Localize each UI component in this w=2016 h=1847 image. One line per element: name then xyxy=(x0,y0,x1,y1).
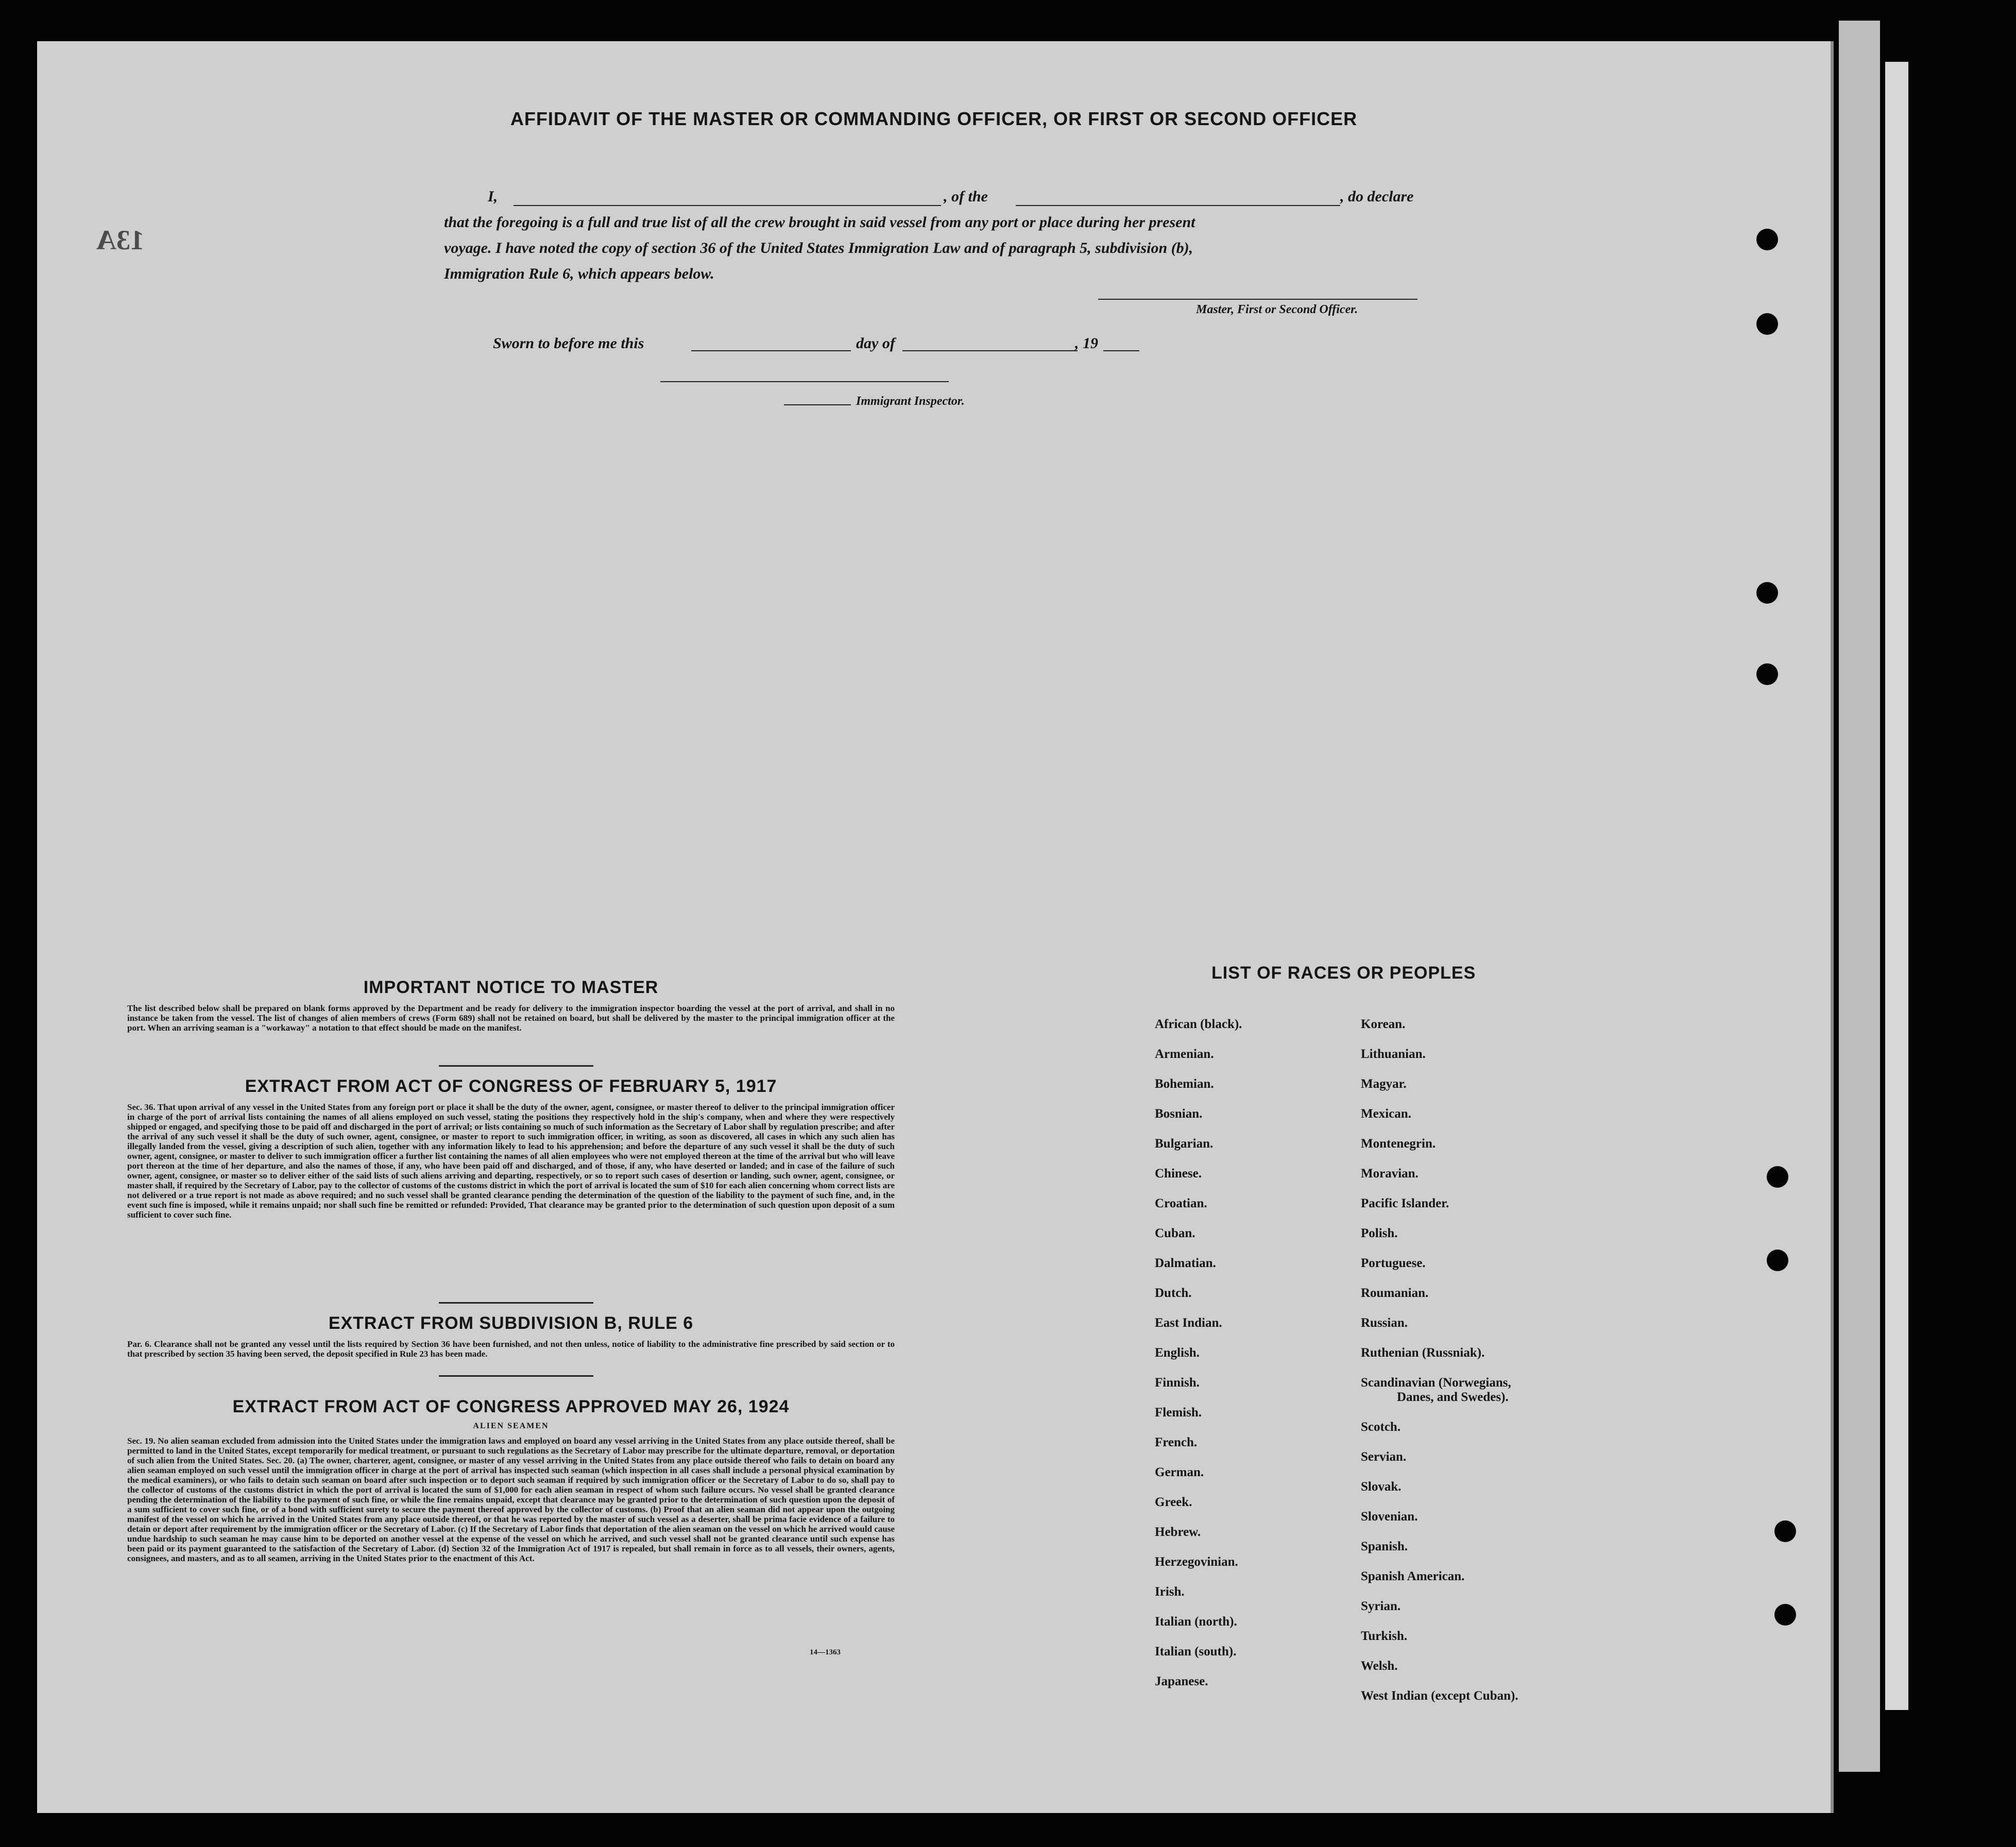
race-item: Scotch. xyxy=(1361,1420,1401,1434)
race-item: English. xyxy=(1155,1346,1200,1360)
race-item: Korean. xyxy=(1361,1017,1406,1031)
race-item: French. xyxy=(1155,1435,1198,1449)
binder-hole xyxy=(1767,1250,1788,1271)
affidavit-line-1: that the foregoing is a full and true list of all the crew brought in said vessel from any port or place during her present xyxy=(444,214,1195,231)
race-item: Irish. xyxy=(1155,1585,1185,1599)
extract-1924-text: Sec. 19. No alien seaman excluded from admission into the United States under the immigration laws and employed on board any vessel arriving in the United States from any place outside thereof, shall be permitted to land in the United States, except temporarily for medical treatment, or pursuant to such regulations as the Secretary of Labor may prescribe for the ultimate departure, removal, or deportation of such alien from the United States. Sec. 20. (a) The owner, charterer, agent, consignee, or master of any vessel arriving in the United States from any place outside thereof who fails to detain on board any alien seaman employed on such vessel until the immigration officer in charge at the port of arrival has inspected such seaman (which inspection in all cases shall include a personal physical examination by the medical examiners), or who fails to detain such seaman on board after such inspection or to deport such seaman if required by such immigration officer or the Secretary of Labor to do so, shall pay to the collector of customs of the customs district in which the port of arrival is located the sum of $1,000 for each alien seaman in respect of whom such failure occurs. No vessel shall be granted clearance pending the determination of the liability to the payment of such fine, or while the fine remains unpaid, except that clearance may be granted prior to the determination of such question upon the deposit of a sum sufficient to cover such fine, or of a bond with sufficient surety to secure the payment thereof approved by the collector of customs. (b) Proof that an alien seaman did not appear upon the outgoing manifest of the vessel on which he arrived in the United States from any place outside thereof, or that he was reported by the master of such vessel as a deserter, shall be prima facie evidence of a failure to detain or deport after requirement by the immigration officer or the Secretary of Labor. (c) If the Secretary of Labor finds that deportation of the alien seaman on the vessel on which he arrived would cause undue hardship to such seaman he may cause him to be deported on another vessel at the expense of the vessel on which he arrived, and such vessel shall not be granted clearance until such expense has been paid or its payment guaranteed to the satisfaction of the Secretary of Labor. (d) Section 32 of the Immigration Act of 1917 is repealed, but shall remain in force as to all vessels, their owners, agents, consignees, and masters, and as to all seamen, arriving in the United States prior to the enactment of this Act. xyxy=(127,1436,895,1563)
race-item: Mexican. xyxy=(1361,1107,1411,1121)
race-item: Spanish. xyxy=(1361,1540,1408,1553)
signature-line[interactable] xyxy=(1098,299,1417,300)
binder-hole xyxy=(1774,1520,1796,1542)
manifest-back-page xyxy=(37,41,1834,1813)
affidavit-title: AFFIDAVIT OF THE MASTER OR COMMANDING OFFICER, OR FIRST OR SECOND OFFICER xyxy=(510,108,1358,129)
race-item: Slovak. xyxy=(1361,1480,1402,1494)
race-item: Bohemian. xyxy=(1155,1077,1214,1091)
binder-hole xyxy=(1774,1604,1796,1626)
inspector-line[interactable] xyxy=(660,381,949,382)
divider xyxy=(439,1375,593,1377)
race-item: Dalmatian. xyxy=(1155,1256,1216,1270)
binder-hole xyxy=(1767,1166,1788,1188)
extract-rule6-title: EXTRACT FROM SUBDIVISION B, RULE 6 xyxy=(328,1313,694,1333)
page-edge xyxy=(1839,21,1880,1772)
race-item: West Indian (except Cuban). xyxy=(1361,1689,1518,1703)
race-item: Italian (south). xyxy=(1155,1645,1237,1658)
race-item: Italian (north). xyxy=(1155,1615,1237,1629)
race-item: Pacific Islander. xyxy=(1361,1196,1449,1210)
race-item: Greek. xyxy=(1155,1495,1192,1509)
race-item: Lithuanian. xyxy=(1361,1047,1426,1061)
signature-label: Master, First or Second Officer. xyxy=(1196,303,1358,316)
race-item: Finnish. xyxy=(1155,1376,1200,1390)
race-item: Dutch. xyxy=(1155,1286,1192,1300)
race-item: Herzegovinian. xyxy=(1155,1555,1238,1569)
race-item: Danes, and Swedes). xyxy=(1397,1390,1509,1404)
i-label: I, xyxy=(488,188,498,205)
extract-rule6-text: Par. 6. Clearance shall not be granted any vessel until the lists required by Section 36 have been furnished, and not then unless, notice of liability to the administrative fine prescribed by said section or to that prescribed by section 35 having been served, the deposit specified in Rule 23 has been made. xyxy=(127,1339,895,1359)
race-item: Spanish American. xyxy=(1361,1569,1465,1583)
race-item: Armenian. xyxy=(1155,1047,1214,1061)
binder-hole xyxy=(1756,313,1778,335)
sworn-day-blank[interactable] xyxy=(691,350,851,351)
inspector-dot-line xyxy=(784,404,851,405)
race-item: Bulgarian. xyxy=(1155,1137,1214,1151)
year-label: , 19 xyxy=(1075,335,1098,352)
race-item: Flemish. xyxy=(1155,1406,1202,1420)
race-item: Bosnian. xyxy=(1155,1107,1203,1121)
inspector-label: Immigrant Inspector. xyxy=(856,395,965,408)
do-declare-label: , do declare xyxy=(1340,188,1414,205)
race-item: Roumanian. xyxy=(1361,1286,1429,1300)
day-of-label: day of xyxy=(856,335,895,352)
form-number: 14—1363 xyxy=(810,1648,841,1656)
vessel-blank[interactable] xyxy=(1016,205,1340,206)
race-item: Japanese. xyxy=(1155,1674,1208,1688)
race-item: Slovenian. xyxy=(1361,1510,1418,1524)
race-item: Syrian. xyxy=(1361,1599,1401,1613)
of-the-label: , of the xyxy=(944,188,988,205)
race-item: German. xyxy=(1155,1465,1204,1479)
race-item: East Indian. xyxy=(1155,1316,1222,1330)
race-item: Portuguese. xyxy=(1361,1256,1426,1270)
extract-1917-title: EXTRACT FROM ACT OF CONGRESS OF FEBRUARY 5, 1917 xyxy=(245,1076,777,1096)
extract-1917-text: Sec. 36. That upon arrival of any vessel in the United States from any foreign port or place it shall be the duty of the owner, agent, consignee, or master thereof to deliver to the principal immigration officer in charge of the port of arrival lists containing the names of all aliens employed on such vessel, stating the positions they respectively hold in the ship's company, when and where they were respectively shipped or engaged, and specifying those to be paid off and discharged in the port of arrival; or lists containing so much of such information as the Secretary of Labor shall by regulation prescribe; and after the arrival of any such vessel it shall be the duty of such owner, agent, consignee, or master to report to such immigration officer, in writing, as soon as discovered, all cases in which any such alien has illegally landed from the vessel, giving a description of such alien, together with any information likely to lead to his apprehension; and before the departure of any such vessel it shall be the duty of such owner, agent, consignee, or master to deliver to such immigration officer a further list containing the names of all alien employees who were not employed thereon at the time of the arrival but who will leave port thereon at the time of her departure, and also the names of those, if any, who have been paid off and discharged, and of those, if any, who have deserted or landed; and in case of the failure of such owner, agent, consignee, or master so to deliver either of the said lists of such aliens arriving and departing, respectively, or so to report such cases of desertion or landing, such owner, agent, consignee, or master shall, if required by the Secretary of Labor, pay to the collector of customs of the customs district in which the port of arrival is located the sum of $10 for each alien concerning whom correct lists are not delivered or a true report is not made as above required; and no such vessel shall be granted clearance pending the determination of the question of the liability to the payment of such fine, and, in the event such fine is imposed, while it remains unpaid; nor shall such fine be remitted or refunded: Provided, That clearance may be granted prior to the determination of such question upon deposit of a sum sufficient to cover such fine. xyxy=(127,1102,895,1220)
sworn-label: Sworn to before me this xyxy=(493,335,644,352)
race-item: Ruthenian (Russniak). xyxy=(1361,1346,1485,1360)
race-item: Moravian. xyxy=(1361,1167,1419,1181)
race-item: Hebrew. xyxy=(1155,1525,1201,1539)
name-blank[interactable] xyxy=(514,205,941,206)
race-item: Cuban. xyxy=(1155,1226,1195,1240)
divider xyxy=(439,1302,593,1304)
month-blank[interactable] xyxy=(902,350,1078,351)
race-item: Welsh. xyxy=(1361,1659,1398,1673)
race-item: Servian. xyxy=(1361,1450,1407,1464)
affidavit-line-3: Immigration Rule 6, which appears below. xyxy=(444,265,714,282)
binder-hole xyxy=(1756,663,1778,685)
affidavit-line-2: voyage. I have noted the copy of section 36 of the United States Immigration Law and of paragraph 5, subdivision (b), xyxy=(444,240,1193,256)
binder-hole xyxy=(1756,582,1778,604)
race-item: Croatian. xyxy=(1155,1196,1207,1210)
year-blank[interactable] xyxy=(1103,350,1139,351)
notice-text: The list described below shall be prepared on blank forms approved by the Department and be ready for delivery to the immigration inspector boarding the vessel at the port of arrival, and shall in no instance be taken from the vessel. The list of changes of alien members of crews (Form 689) shall not be retained on board, but shall be delivered by the master to the principal immigration officer at the port. When an arriving seaman is a "workaway" a notation to that effect should be made on the manifest. xyxy=(127,1003,895,1033)
race-item: Russian. xyxy=(1361,1316,1408,1330)
divider xyxy=(439,1065,593,1067)
races-title: LIST OF RACES OR PEOPLES xyxy=(1211,963,1476,983)
alien-seamen-subtitle: ALIEN SEAMEN xyxy=(473,1422,549,1430)
race-item: Chinese. xyxy=(1155,1167,1202,1181)
page-edge-inner xyxy=(1885,62,1908,1710)
race-item: Montenegrin. xyxy=(1361,1137,1436,1151)
extract-1924-title: EXTRACT FROM ACT OF CONGRESS APPROVED MAY 26, 1924 xyxy=(232,1397,790,1416)
race-item: Scandinavian (Norwegians, xyxy=(1361,1376,1511,1390)
race-item: Polish. xyxy=(1361,1226,1398,1240)
binder-hole xyxy=(1756,229,1778,250)
race-item: Turkish. xyxy=(1361,1629,1408,1643)
margin-mark: 13A xyxy=(96,225,144,255)
notice-title: IMPORTANT NOTICE TO MASTER xyxy=(363,978,659,997)
race-item: Magyar. xyxy=(1361,1077,1407,1091)
race-item: African (black). xyxy=(1155,1017,1242,1031)
